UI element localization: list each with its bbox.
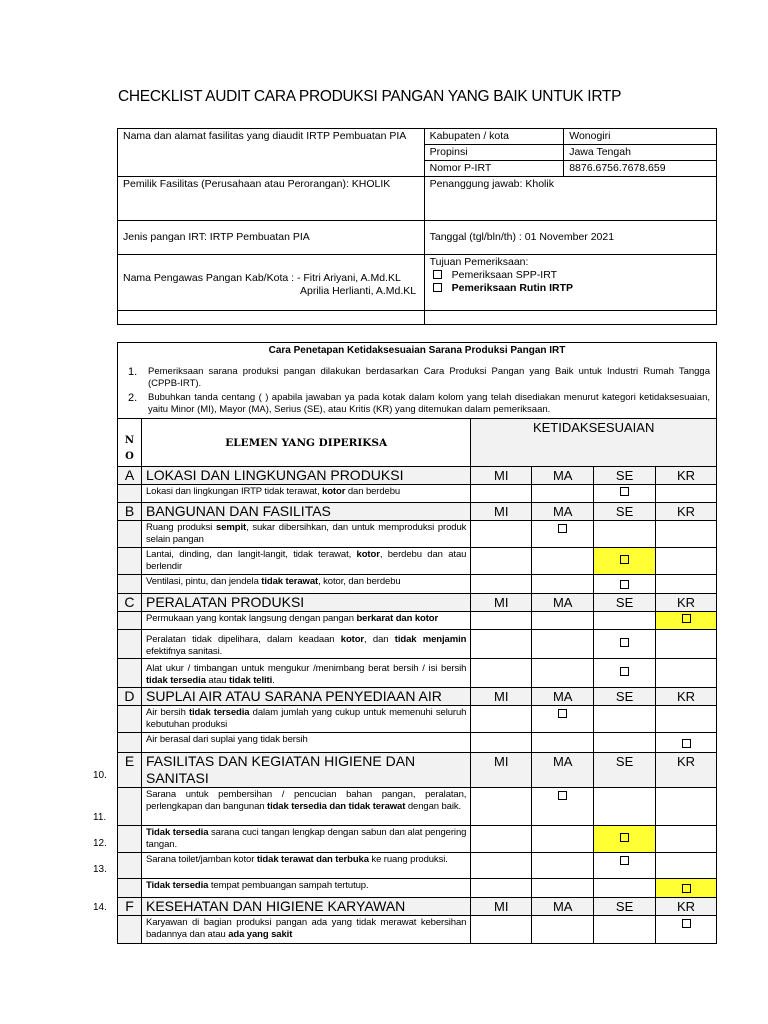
item-description: Lantai, dinding, dan langit-langit, tidak terawat, kotor, berdebu dan atau berlendir (141, 548, 470, 575)
item-description: Ruang produksi sempit, sukar dibersihkan, dan untuk memproduksi produk selain pangan (141, 521, 470, 548)
purpose-option-rutin: Pemeriksaan Rutin IRTP (430, 282, 711, 295)
header-no: N O (118, 419, 142, 467)
table-row (118, 879, 717, 898)
checkbox-se[interactable] (594, 659, 656, 688)
propinsi-value: Jawa Tengah (564, 145, 717, 161)
checkbox-kr[interactable] (656, 733, 717, 753)
checkbox-ma[interactable] (532, 788, 594, 826)
table-row (118, 706, 717, 733)
row-number: 12. (93, 838, 107, 849)
checkbox-kr[interactable] (656, 916, 717, 944)
checkbox-kr-highlighted[interactable] (656, 879, 717, 898)
item-description: Permukaan yang kontak langsung dengan pangan berkarat dan kotor (141, 612, 470, 630)
intro-item: 2. Bubuhkan tanda centang ( ) apabila jawaban ya pada kotak dalam kolom yang telah disediakan menurut kategori ketidaksesuaian, yaitu Minor (MI), Mayor (MA), Serius (SE), atau Kritis (KR) yang ditemukan dalam pemeriksaan. (128, 392, 710, 415)
table-row (118, 916, 717, 944)
table-row (118, 521, 717, 548)
checkbox-icon[interactable] (433, 270, 442, 279)
section-header-e: E FASILITAS DAN KEGIATAN HIGIENE DAN SANITASI MI MA SE KR (118, 753, 717, 788)
row-number: 11. (93, 812, 107, 823)
intro-title: Cara Penetapan Ketidaksesuaian Sarana Produksi Pangan IRT (118, 343, 717, 359)
empty-cell (118, 311, 425, 325)
responsible-cell: Penanggung jawab: Kholik (424, 177, 716, 221)
checkbox-icon (558, 524, 567, 533)
checklist-table (117, 342, 717, 944)
section-header-c: C PERALATAN PRODUKSI MI MA SE KR (118, 594, 717, 612)
propinsi-label: Propinsi (424, 145, 564, 161)
checkbox-icon (558, 791, 567, 800)
section-header-d: D SUPLAI AIR ATAU SARANA PENYEDIAAN AIR MI MA SE KR (118, 688, 717, 706)
row-number: 13. (93, 864, 107, 875)
header-ketidaksesuaian: KETIDAKSESUAIAN (471, 419, 717, 467)
purpose-label: Tujuan Pemeriksaan: (429, 256, 529, 268)
table-row (118, 788, 717, 826)
section-header-a: A LOKASI DAN LINGKUNGAN PRODUKSI MI MA SE KR (118, 467, 717, 485)
checkbox-icon (682, 614, 691, 623)
checkbox-icon (620, 667, 629, 676)
checkbox-icon (620, 833, 629, 842)
checkbox-se-highlighted[interactable] (594, 826, 656, 853)
checkbox-ma[interactable] (532, 521, 594, 548)
food-type-cell: Jenis pangan IRT: IRTP Pembuatan PIA (118, 221, 425, 255)
kabupaten-value: Wonogiri (564, 129, 717, 145)
table-row (118, 659, 717, 688)
facility-name-cell: Nama dan alamat fasilitas yang diaudit IRTP Pembuatan PIA (118, 129, 425, 177)
page-title: CHECKLIST AUDIT CARA PRODUKSI PANGAN YANG BAIK UNTUK IRTP (118, 88, 622, 105)
section-header-b: B BANGUNAN DAN FASILITAS MI MA SE KR (118, 503, 717, 521)
table-row (118, 826, 717, 853)
row-number: 10. (93, 770, 107, 781)
checkbox-icon (682, 884, 691, 893)
checkbox-kr-highlighted[interactable] (656, 612, 717, 630)
intro-item: 1. Pemeriksaan sarana produksi pangan dilakukan berdasarkan Cara Produksi Pangan yang Baik untuk Industri Rumah Tangga (CPPB-IRT). (128, 366, 710, 389)
pirt-label: Nomor P-IRT (424, 161, 564, 177)
item-description: Karyawan di bagian produksi pangan ada yang tidak merawat kebersihan badannya dan atau ada yang sakit (141, 916, 470, 944)
checkbox-se[interactable] (594, 630, 656, 659)
item-description: Air berasal dari suplai yang tidak bersih (141, 733, 470, 753)
purpose-cell (424, 255, 716, 311)
checkbox-icon (620, 638, 629, 647)
table-row (118, 612, 717, 630)
table-row (118, 548, 717, 575)
pirt-value: 8876.6756.7678.659 (564, 161, 717, 177)
section-header-f: F KESEHATAN DAN HIGIENE KARYAWAN MI MA SE KR (118, 898, 717, 916)
facility-info-table (117, 128, 717, 325)
date-cell: Tanggal (tgl/bln/th) : 01 November 2021 (424, 221, 716, 255)
checkbox-se-highlighted[interactable] (594, 548, 656, 575)
checkbox-icon (558, 709, 567, 718)
checkbox-icon (620, 555, 629, 564)
table-row (118, 575, 717, 594)
checkbox-icon[interactable] (433, 283, 442, 292)
checkbox-icon (682, 919, 691, 928)
item-description: Tidak tersedia tempat pembuangan sampah tertutup. (141, 879, 470, 898)
inspector-line-2: Aprilia Herlianti, A.Md.KL (300, 285, 417, 297)
checkbox-se[interactable] (594, 485, 656, 503)
kabupaten-label: Kabupaten / kota (424, 129, 564, 145)
purpose-option-spp: Pemeriksaan SPP-IRT (430, 269, 711, 282)
item-description: Tidak tersedia sarana cuci tangan lengkap dengan sabun dan alat pengering tangan. (141, 826, 470, 853)
header-element: ELEMEN YANG DIPERIKSA (141, 419, 470, 467)
item-description: Lokasi dan lingkungan IRTP tidak terawat, kotor dan berdebu (141, 485, 470, 503)
table-row (118, 733, 717, 753)
owner-cell: Pemilik Fasilitas (Perusahaan atau Perorangan): KHOLIK (118, 177, 425, 221)
inspector-cell (118, 255, 425, 311)
item-description: Ventilasi, pintu, dan jendela tidak terawat, kotor, dan berdebu (141, 575, 470, 594)
intro-list (118, 358, 717, 419)
checkbox-icon (620, 487, 629, 496)
checkbox-icon (620, 856, 629, 865)
table-row (118, 630, 717, 659)
item-description: Alat ukur / timbangan untuk mengukur /menimbang berat bersih / isi bersih tidak tersedia atau tidak teliti. (141, 659, 470, 688)
table-row (118, 485, 717, 503)
item-description: Air bersih tidak tersedia dalam jumlah yang cukup untuk memenuhi seluruh kebutuhan produksi (141, 706, 470, 733)
empty-cell (424, 311, 716, 325)
item-description: Peralatan tidak dipelihara, dalam keadaan kotor, dan tidak menjamin efektifnya sanitasi. (141, 630, 470, 659)
checkbox-icon (620, 580, 629, 589)
table-row (118, 853, 717, 879)
checkbox-se[interactable] (594, 575, 656, 594)
checkbox-icon (682, 739, 691, 748)
checkbox-se[interactable] (594, 853, 656, 879)
item-description: Sarana untuk pembersihan / pencucian bahan pangan, peralatan, perlengkapan dan bangunan tidak tersedia dan tidak terawat dengan baik. (141, 788, 470, 826)
item-description: Sarana toilet/jamban kotor tidak terawat dan terbuka ke ruang produksi. (141, 853, 470, 879)
checkbox-ma[interactable] (532, 706, 594, 733)
row-number: 14. (93, 902, 107, 913)
inspector-line-1: Nama Pengawas Pangan Kab/Kota : - Fitri Ariyani, A.Md.KL (123, 272, 401, 284)
